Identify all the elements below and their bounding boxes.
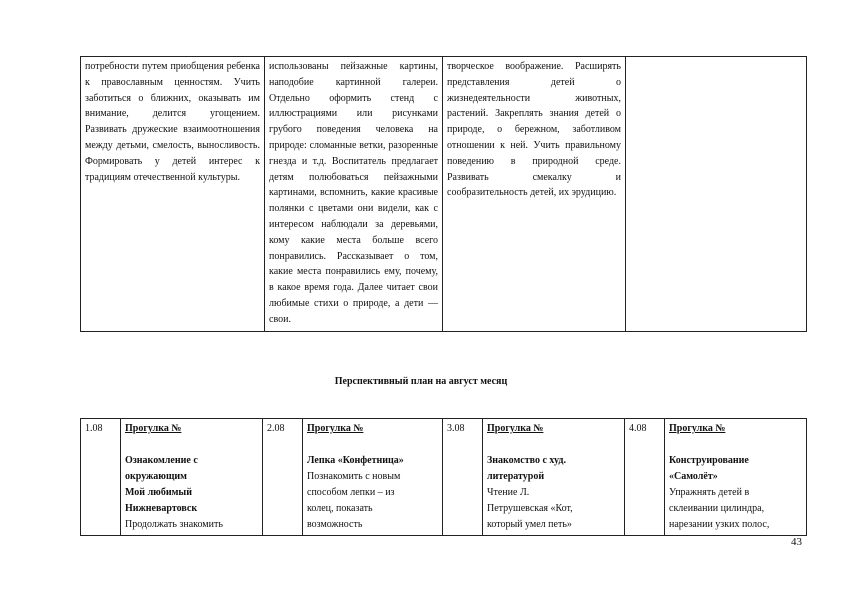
activity-text: Продолжать знакомить (125, 519, 223, 530)
activity-text: способом лепки – из (307, 487, 395, 498)
activity-title: Лепка «Конфетница» (307, 455, 404, 466)
walk-label: Прогулка № (125, 423, 182, 434)
walk-label: Прогулка № (669, 423, 726, 434)
continuation-table (80, 56, 807, 332)
activity-title: окружающим (125, 471, 187, 482)
activity-text: Упражнять детей в (669, 487, 750, 498)
objectives-cell: творческое воображение. Расширять представления детей о жизнедеятельности животных, растений. Закреплять знания детей о природе, о бережном, заботливом отношении к ней. Учить правильному поведению в природной среде. Развивать смекалку и сообразительность детей, их эрудицию. (443, 57, 626, 332)
page-number: 43 (791, 536, 802, 548)
walk-label: Прогулка № (307, 423, 364, 434)
activity-title: литературой (487, 471, 545, 482)
plan-title: Перспективный план на август месяц (334, 376, 508, 387)
activity-text: склеивании цилиндра, (669, 503, 765, 514)
activity-text: колец, показать (307, 503, 373, 514)
table-row (81, 419, 807, 536)
table-row (81, 57, 807, 332)
activity-topic: Нижневартовск (125, 503, 198, 514)
goals-cell: потребности путем приобщения ребенка к православным ценностям. Учить заботиться о ближних, оказывать им внимание, делится угощением. Развивать дружеские взаимоотношения между детьми, смелость, выносливость. Формировать у детей интерес к традициям отечественной культуры. (81, 57, 265, 332)
activity-description-cell: использованы пейзажные картины, наподобие картинной галереи. Отдельно оформить стенд с иллюстрациями или рисунками грубого поведения человека на природе: сломанные ветки, разоренные гнезда и т.д. Воспитатель предлагает детям полюбоваться пейзажными картинами, вспомнить, какие красивые полянки с цветами они видели, как с интересом наблюдали за деревьями, кому какие места больше всего понравились. Рассказывает о том, какие места понравились ему, почему, в какое время года. Далее читает свои любимые стихи о природе, а дети — свои. (265, 57, 443, 332)
day-plan-cell (303, 419, 443, 536)
walk-label: Прогулка № (487, 423, 544, 434)
activity-title: Конструирование (669, 455, 749, 466)
day-plan-cell (665, 419, 807, 536)
activity-topic: Мой любимый (125, 487, 192, 498)
activity-text: нарезании узких полос, (669, 519, 770, 530)
activity-text: Петрушевская «Кот, (487, 503, 573, 514)
plan-table (80, 418, 807, 536)
activity-title: Ознакомление с (125, 455, 198, 466)
activity-text: который умел петь» (487, 519, 572, 530)
activity-title: Знакомство с худ. (487, 455, 566, 466)
date-cell: 4.08 (625, 419, 665, 536)
day-plan-cell (121, 419, 263, 536)
activity-topic: «Самолёт» (669, 471, 718, 482)
date-cell: 1.08 (81, 419, 121, 536)
activity-text: Чтение Л. (487, 487, 530, 498)
day-plan-cell (483, 419, 625, 536)
date-cell: 2.08 (263, 419, 303, 536)
activity-text: Познакомить с новым (307, 471, 401, 482)
activity-text: возможность (307, 519, 363, 530)
date-cell: 3.08 (443, 419, 483, 536)
empty-cell (626, 57, 807, 332)
